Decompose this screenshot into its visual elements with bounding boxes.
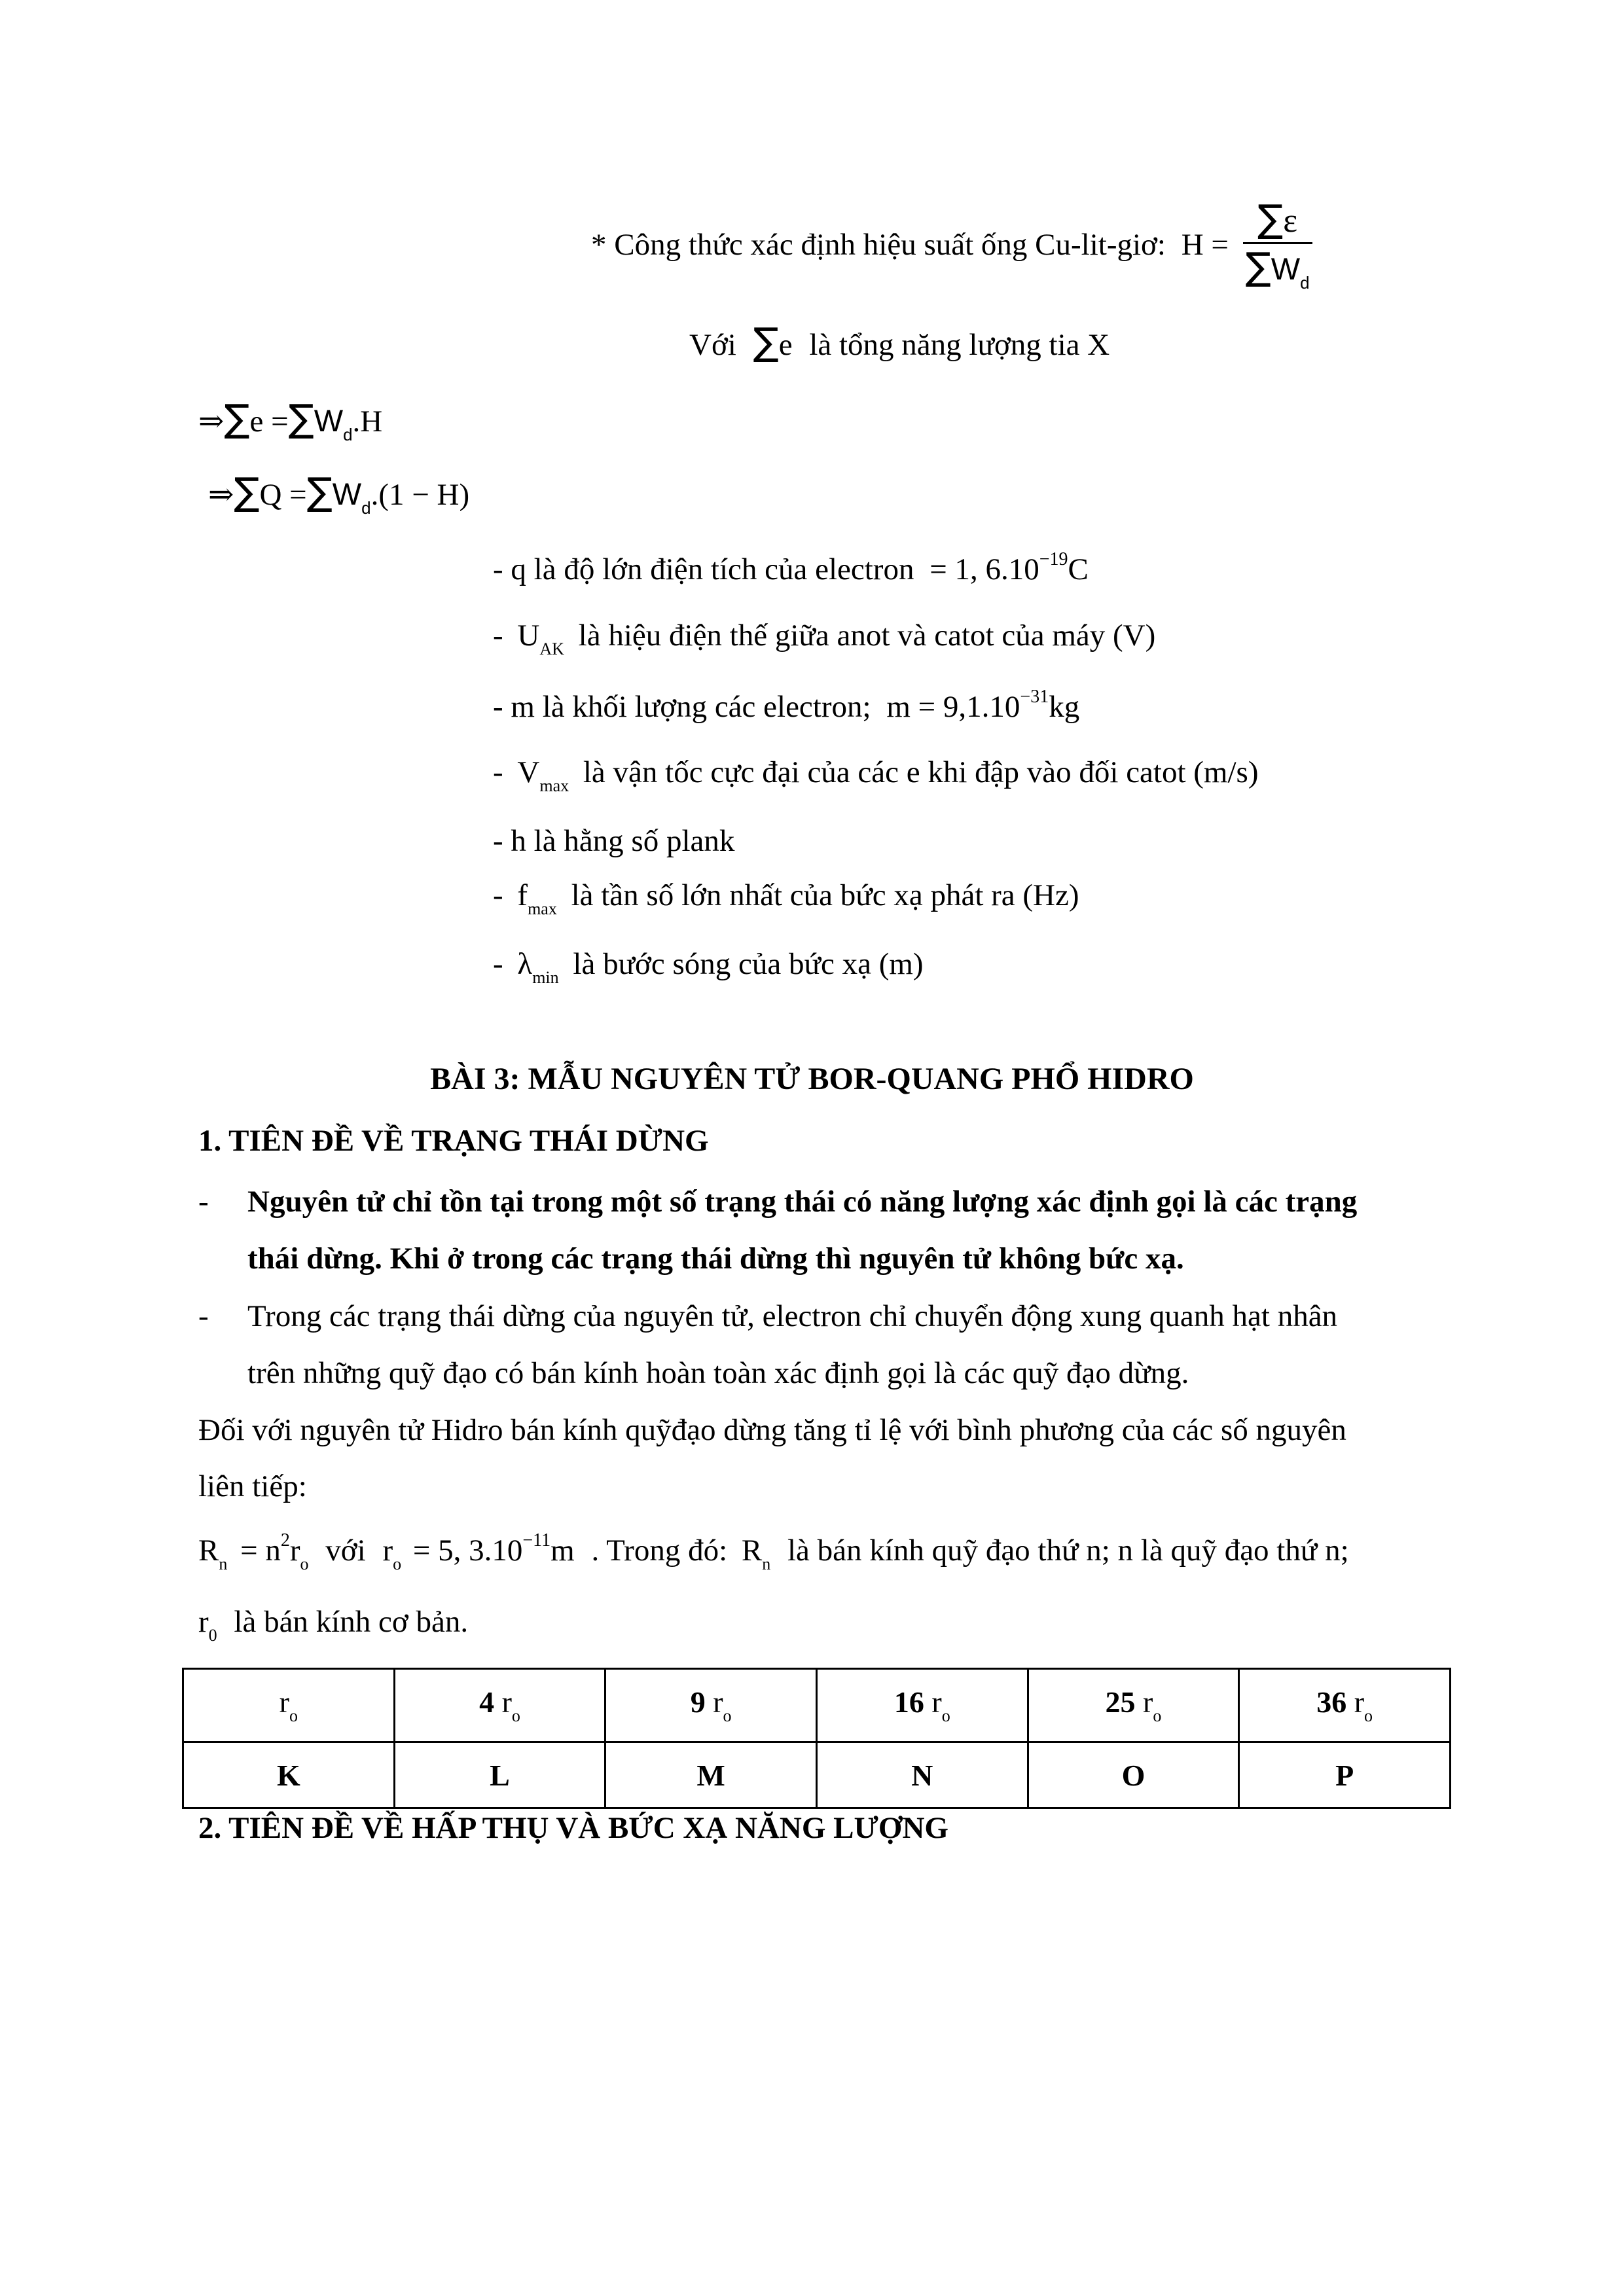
bullet2-line2: trên những quỹ đạo có bán kính hoàn toàn xác định gọi là các quỹ đạo dừng. [247, 1356, 1189, 1390]
def-lambda-dash: - [493, 947, 503, 981]
bullet1-line1: Nguyên tử chỉ tồn tại trong một số trạng thái có năng lượng xác định gọi là các trạng [247, 1185, 1358, 1219]
line1-lhs: e = [249, 404, 289, 439]
with-text: là tổng năng lượng tia X [809, 328, 1110, 362]
def-m-value: m = 9,1.10 [886, 690, 1020, 724]
efficiency-lhs: H = [1181, 227, 1229, 262]
def-m-text: - m là khối lượng các electron; [493, 690, 871, 724]
definition-m [493, 686, 1079, 725]
def-u-text: là hiệu điện thế giữa anot và catot của máy (V) [578, 619, 1156, 653]
formula-r0-value: = 5, 3.10 [412, 1534, 523, 1568]
table-cell: O [1028, 1742, 1239, 1808]
line1-w: W [314, 403, 344, 438]
def-q-value: = 1, 6.10 [929, 552, 1039, 586]
def-m-exp: −31 [1020, 687, 1049, 707]
bullet2-line1: Trong các trạng thái dừng của nguyên tử, electron chỉ chuyển động xung quanh hạt nhân [247, 1299, 1338, 1333]
sum-symbol: ∑ [224, 396, 250, 440]
formula-r-sub: o [300, 1554, 309, 1573]
formula-r0-sub: o [393, 1554, 402, 1573]
formula-R-sub: n [219, 1554, 228, 1573]
table-cell: 16 $r_o$ [816, 1669, 1028, 1742]
sum-symbol: ∑ [234, 469, 260, 514]
sum-symbol: ∑ [306, 469, 333, 514]
sum-symbol: ∑ [1257, 196, 1284, 241]
def-v-dash: - [493, 755, 503, 789]
table-cell: 36 $r_o$ [1239, 1669, 1451, 1742]
formula-text: là bán kính quỹ đạo thứ n; n là quỹ đạo thứ n; [787, 1534, 1349, 1568]
section-2-heading: 2. TIÊN ĐỀ VỀ HẤP THỤ VÀ BỨC XẠ NĂNG LƯỢNG [198, 1811, 948, 1845]
table-cell: M [605, 1742, 817, 1808]
def-lambda-sub: min [532, 968, 559, 987]
formula-R2: R [741, 1534, 763, 1568]
e-symbol: e [778, 328, 793, 362]
with-prefix: Với [689, 328, 736, 362]
efficiency-intro: * Công thức xác định hiệu suất ống Cu-lit-giơ: [591, 227, 1166, 262]
def-m-unit: kg [1049, 690, 1080, 724]
bullet1-line2: thái dừng. Khi ở trong các trạng thái dừng thì nguyên tử không bức xạ. [247, 1242, 1184, 1276]
w-subscript: d [1300, 272, 1310, 293]
def-h-text: - h là hằng số plank [493, 824, 735, 858]
table-cell: $r_o$ [183, 1669, 395, 1742]
def-q-text: - q là độ lớn điện tích của electron [493, 552, 914, 586]
def-v-text: là vận tốc cực đại của các e khi đập vào đối catot (m/s) [583, 755, 1259, 789]
formula-r0: r [382, 1534, 393, 1568]
w-symbol: W [1271, 251, 1301, 286]
epsilon-symbol: ε [1283, 202, 1298, 240]
table-cell: 9 $r_o$ [605, 1669, 817, 1742]
line2-w: W [332, 476, 362, 511]
def-lambda-text: là bước sóng của bức xạ (m) [573, 947, 924, 981]
table-cell: 4 $r_o$ [394, 1669, 605, 1742]
line2-lhs: Q = [259, 478, 307, 512]
lesson-title: BÀI 3: MẪU NGUYÊN TỬ BOR-QUANG PHỔ HIDRO [430, 1062, 1194, 1096]
efficiency-formula [591, 196, 1312, 301]
sum-symbol: ∑ [288, 396, 314, 440]
def-f-sub: max [528, 899, 557, 918]
table-cell: N [816, 1742, 1028, 1808]
basic-radius-line [198, 1604, 468, 1645]
def-q-exp: −19 [1039, 549, 1068, 569]
bullet-dash: - [198, 1185, 209, 1219]
formula-r0-exp: −11 [522, 1530, 551, 1551]
implication-line-1 [198, 396, 382, 445]
basic-r-sub: 0 [208, 1626, 217, 1645]
def-u-sym: U [517, 619, 540, 653]
definition-f [493, 877, 1079, 919]
implication-line-2 [208, 469, 469, 518]
definition-lambda [493, 946, 924, 988]
line2-w-sub: d [361, 498, 371, 518]
def-lambda-sym: λ [517, 947, 533, 981]
formula-with: với [325, 1534, 366, 1568]
def-f-dash: - [493, 878, 503, 912]
formula-r: r [289, 1534, 300, 1568]
with-line [689, 319, 1110, 365]
table-row [183, 1742, 1451, 1808]
def-q-unit: C [1068, 552, 1089, 586]
paragraph-line2: liên tiếp: [198, 1469, 307, 1503]
basic-r: r [198, 1605, 209, 1639]
bullet-dash: - [198, 1299, 209, 1333]
line1-w-sub: d [343, 425, 353, 444]
sum-symbol: ∑ [1245, 243, 1271, 289]
definition-h [493, 823, 734, 859]
def-v-sub: max [539, 776, 569, 795]
sum-symbol: ∑ [753, 319, 779, 364]
def-u-sub: AK [539, 639, 564, 658]
table-cell: K [183, 1742, 395, 1808]
table-row [183, 1669, 1451, 1742]
def-u-dash: - [493, 619, 503, 653]
formula-n-exp: 2 [280, 1530, 290, 1551]
def-v-sym: V [517, 755, 540, 789]
def-f-sym: f [517, 878, 528, 912]
definition-q [493, 548, 1089, 588]
table-cell: L [394, 1742, 605, 1808]
definition-u [493, 617, 1155, 659]
table-cell: 25 $r_o$ [1028, 1669, 1239, 1742]
formula-r0-unit: m [550, 1534, 575, 1568]
table-cell: P [1239, 1742, 1451, 1808]
efficiency-fraction [1243, 196, 1312, 293]
radius-formula [198, 1530, 1349, 1574]
paragraph-line1: Đối với nguyên tử Hidro bán kính quỹđạo dừng tăng tỉ lệ với bình phương của các số nguyên [198, 1413, 1346, 1447]
formula-R: R [198, 1534, 219, 1568]
section-1-heading: 1. TIÊN ĐỀ VỀ TRẠNG THÁI DỪNG [198, 1124, 709, 1158]
formula-eq: = n [240, 1534, 281, 1568]
line1-rest: .H [352, 404, 383, 439]
implies-arrow: ⇒ [198, 404, 225, 439]
implies-arrow: ⇒ [208, 478, 234, 512]
formula-where: . Trong đó: [591, 1534, 728, 1568]
line2-rest: .(1 − H) [370, 478, 470, 512]
orbit-table [182, 1668, 1451, 1809]
basic-text: là bán kính cơ bản. [234, 1605, 469, 1639]
definition-v [493, 754, 1259, 796]
def-f-text: là tần số lớn nhất của bức xạ phát ra (Hz) [571, 878, 1079, 912]
formula-R2-sub: n [762, 1554, 771, 1573]
